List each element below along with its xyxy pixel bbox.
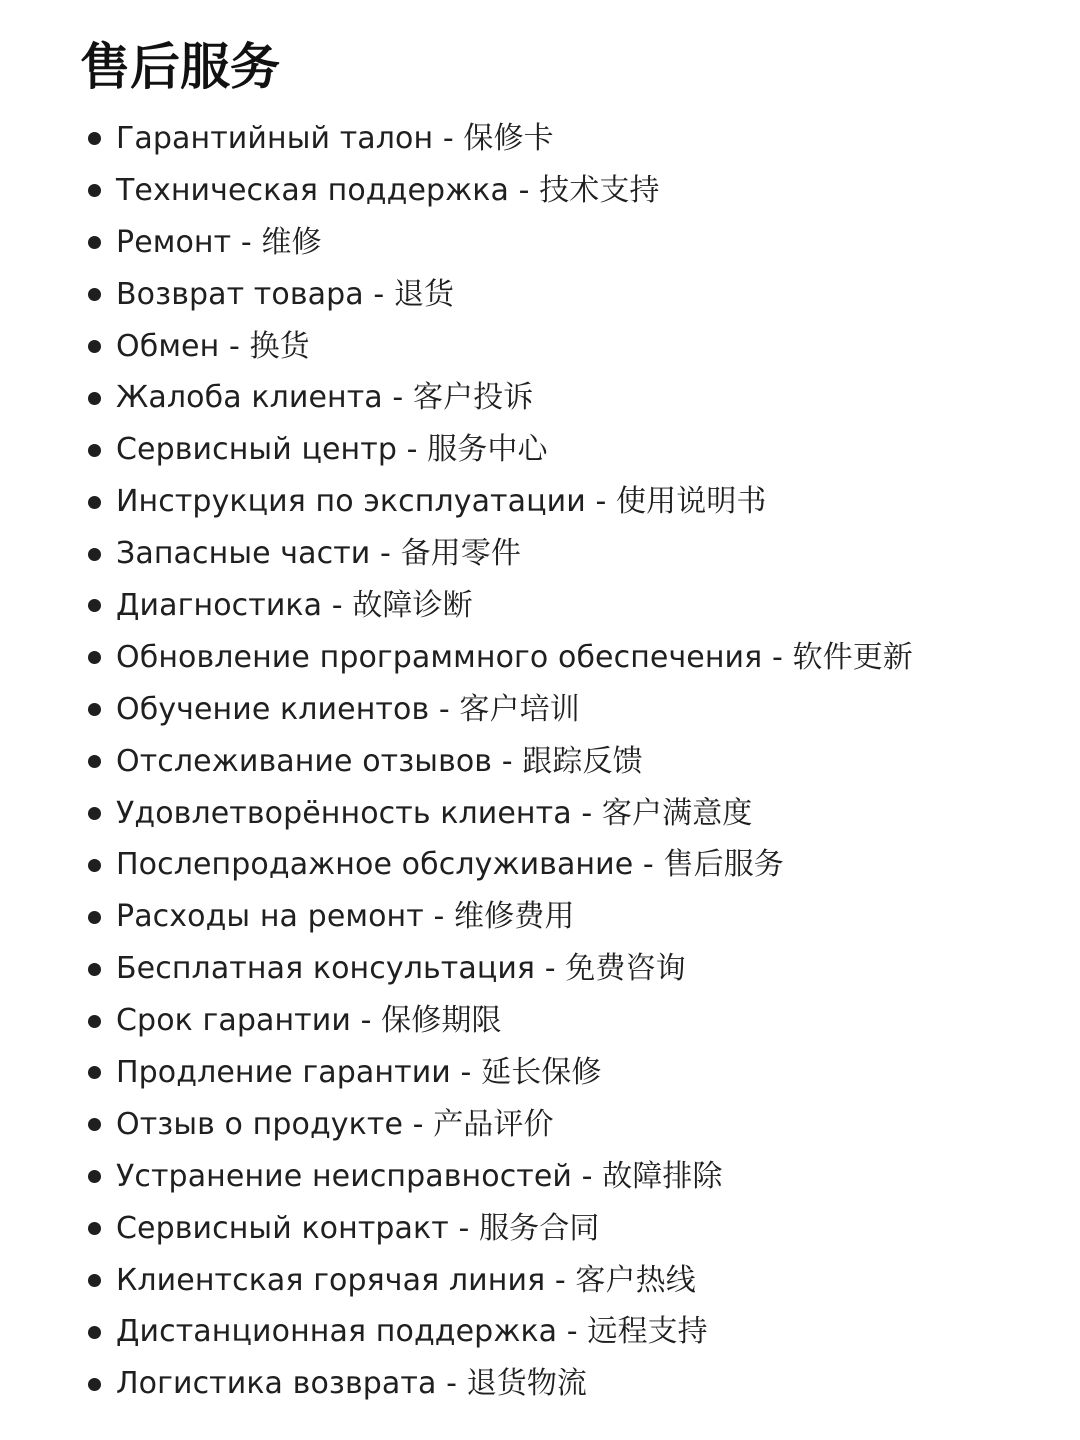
page-title: 售后服务: [80, 38, 280, 96]
list-item-text: Логистика возврата - 退货物流: [116, 1366, 588, 1402]
bullet-icon: [88, 1222, 101, 1235]
list-item-text: Гарантийный талон - 保修卡: [116, 120, 554, 156]
list-item-text: Обмен - 换货: [116, 328, 310, 364]
bullet-icon: [88, 651, 101, 664]
bullet-icon: [88, 132, 101, 145]
list-item-text: Бесплатная консультация - 免费咨询: [116, 951, 686, 987]
list-item: [88, 632, 913, 684]
list-item-text: Сервисный контракт - 服务合同: [116, 1210, 600, 1246]
list-item: [88, 321, 913, 373]
bullet-icon: [88, 444, 101, 457]
list-item: [88, 217, 913, 269]
bullet-icon: [88, 1274, 101, 1287]
list-item-text: Техническая поддержка - 技术支持: [116, 172, 660, 208]
list-item: [88, 839, 913, 891]
list-item: [88, 891, 913, 943]
list-item: [88, 1203, 913, 1255]
bullet-icon: [88, 1326, 101, 1339]
bullet-icon: [88, 184, 101, 197]
list-item-text: Сервисный центр - 服务中心: [116, 432, 548, 468]
list-item-text: Отзыв о продукте - 产品评价: [116, 1106, 554, 1142]
list-item: [88, 1047, 913, 1099]
list-item: [88, 476, 913, 528]
list-item-text: Расходы на ремонт - 维修费用: [116, 899, 575, 935]
list-item: [88, 684, 913, 736]
bullet-icon: [88, 1066, 101, 1079]
list-item-text: Возврат товара - 退货: [116, 276, 455, 312]
list-item: [88, 736, 913, 788]
list-item: [88, 1099, 913, 1151]
bullet-icon: [88, 755, 101, 768]
list-item: [88, 1358, 913, 1410]
bullet-icon: [88, 807, 101, 820]
list-item-text: Жалоба клиента - 客户投诉: [116, 380, 534, 416]
list-item-text: Диагностика - 故障诊断: [116, 587, 473, 623]
bullet-icon: [88, 1378, 101, 1391]
list-item-text: Инструкция по эксплуатации - 使用说明书: [116, 484, 767, 520]
list-item: [88, 165, 913, 217]
bullet-icon: [88, 703, 101, 716]
list-item-text: Послепродажное обслуживание - 售后服务: [116, 847, 784, 883]
bullet-icon: [88, 1170, 101, 1183]
list-item-text: Клиентская горячая линия - 客户热线: [116, 1262, 696, 1298]
bullet-icon: [88, 548, 101, 561]
bullet-icon: [88, 340, 101, 353]
bullet-icon: [88, 1118, 101, 1131]
list-item: [88, 1151, 913, 1203]
list-item: [88, 788, 913, 840]
list-item: [88, 424, 913, 476]
bullet-icon: [88, 1015, 101, 1028]
list-item: [88, 580, 913, 632]
list-item-text: Устранение неисправностей - 故障排除: [116, 1158, 723, 1194]
list-item-text: Продление гарантии - 延长保修: [116, 1054, 602, 1090]
list-item: [88, 372, 913, 424]
list-item: [88, 1306, 913, 1358]
list-item-text: Срок гарантии - 保修期限: [116, 1003, 502, 1039]
bullet-icon: [88, 392, 101, 405]
list-item: [88, 995, 913, 1047]
list-item: [88, 943, 913, 995]
list-item: [88, 269, 913, 321]
list-item: [88, 113, 913, 165]
bullet-icon: [88, 963, 101, 976]
bullet-icon: [88, 236, 101, 249]
list-item-text: Ремонт - 维修: [116, 224, 322, 260]
list-item-text: Удовлетворённость клиента - 客户满意度: [116, 795, 753, 831]
bullet-icon: [88, 599, 101, 612]
bullet-icon: [88, 288, 101, 301]
bullet-icon: [88, 911, 101, 924]
list-item-text: Запасные части - 备用零件: [116, 536, 521, 572]
vocabulary-list: [88, 113, 913, 1410]
list-item-text: Обучение клиентов - 客户培训: [116, 691, 580, 727]
list-item-text: Дистанционная поддержка - 远程支持: [116, 1314, 708, 1350]
bullet-icon: [88, 859, 101, 872]
list-item: [88, 528, 913, 580]
bullet-icon: [88, 496, 101, 509]
list-item-text: Обновление программного обеспечения - 软件更新: [116, 639, 913, 675]
list-item: [88, 1255, 913, 1307]
list-item-text: Отслеживание отзывов - 跟踪反馈: [116, 743, 643, 779]
